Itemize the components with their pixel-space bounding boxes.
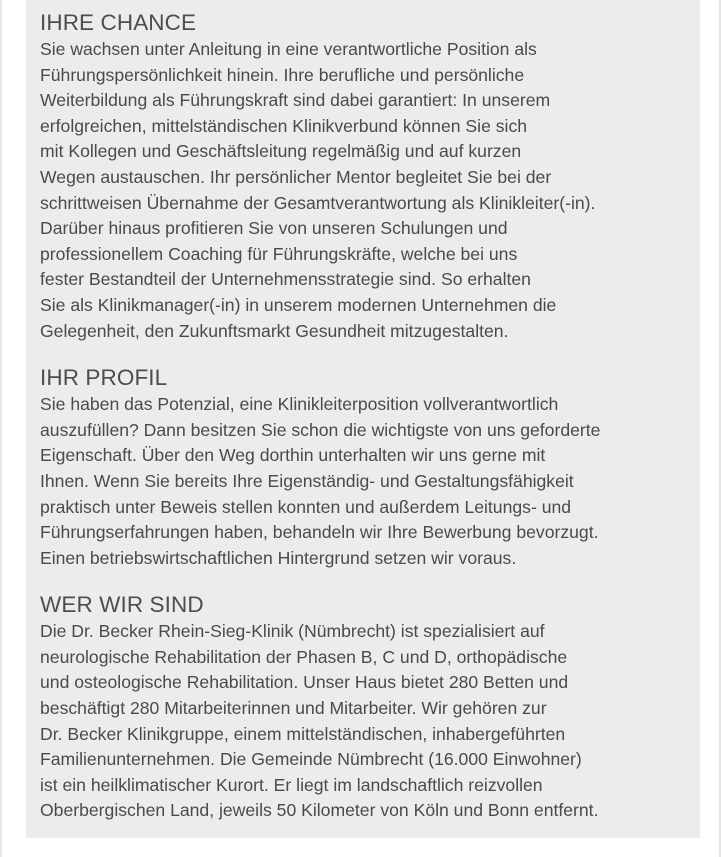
job-ad-panel (26, 0, 700, 838)
body-line: Gelegenheit, den Zukunftsmarkt Gesundheit mitzugestalten. (40, 320, 509, 341)
page-left-edge (0, 0, 2, 857)
body-line: auszufüllen? Dann besitzen Sie schon die wichtigste von uns geforderte (40, 419, 601, 440)
body-line: Die Dr. Becker Rhein-Sieg-Klinik (Nümbrecht) ist spezialisiert auf (40, 621, 545, 642)
section-body (40, 37, 700, 344)
body-line: Einen betriebswirtschaftlichen Hintergrund setzen wir voraus. (40, 547, 517, 568)
body-line: Dr. Becker Klinikgruppe, einem mittelständischen, inhabergeführten (40, 723, 566, 744)
body-line: Oberbergischen Land, jeweils 50 Kilometer von Köln und Bonn entfernt. (40, 800, 599, 821)
section-heading: WER WIR SIND (40, 592, 204, 618)
body-line: mit Kollegen und Geschäftsleitung regelmäßig und auf kurzen (40, 141, 522, 162)
section-wer-wir-sind (40, 590, 700, 824)
body-line: Sie haben das Potenzial, eine Klinikleiterposition vollverantwortlich (40, 394, 559, 415)
section-body (40, 619, 700, 824)
body-line: Eigenschaft. Über den Weg dorthin unterhalten wir uns gerne mit (40, 445, 546, 466)
section-heading: IHR PROFIL (40, 365, 168, 391)
body-line: neurologische Rehabilitation der Phasen B, C und D, orthopädische (40, 646, 568, 667)
section-ihre-chance (40, 8, 700, 344)
body-line: Sie wachsen unter Anleitung in eine verantwortliche Position als (40, 39, 537, 59)
body-line: Weiterbildung als Führungskraft sind dabei garantiert: In unserem (40, 90, 551, 111)
section-heading: IHRE CHANCE (40, 10, 197, 35)
body-line: Darüber hinaus profitieren Sie von unseren Schulungen und (40, 218, 508, 239)
body-line: Führungspersönlichkeit hinein. Ihre berufliche und persönliche (40, 64, 525, 85)
body-line: Ihnen. Wenn Sie bereits Ihre Eigenständig- und Gestaltungsfähigkeit (40, 470, 574, 491)
section-ihr-profil (40, 363, 700, 571)
body-line: erfolgreichen, mittelständischen Klinikverbund können Sie sich (40, 115, 528, 136)
body-line: professionellem Coaching für Führungskräfte, welche bei uns (40, 243, 518, 264)
section-body (40, 392, 700, 571)
body-line: beschäftigt 280 Mitarbeiterinnen und Mitarbeiter. Wir gehören zur (40, 698, 547, 719)
body-line: Wegen austauschen. Ihr persönlicher Mentor begleitet Sie bei der (40, 166, 552, 187)
body-line: praktisch unter Beweis stellen konnten und außerdem Leitungs- und (40, 496, 572, 517)
body-line: Sie als Klinikmanager(-in) in unserem modernen Unternehmen die (40, 294, 557, 315)
body-line: Familienunternehmen. Die Gemeinde Nümbrecht (16.000 Einwohner) (40, 749, 582, 770)
body-line: und osteologische Rehabilitation. Unser Haus bietet 280 Betten und (40, 672, 569, 693)
body-line: ist ein heilklimatischer Kurort. Er liegt im landschaftlich reizvollen (40, 774, 543, 795)
body-line: fester Bestandteil der Unternehmensstrategie sind. So erhalten (40, 269, 531, 290)
body-line: Führungserfahrungen haben, behandeln wir Ihre Bewerbung bevorzugt. (40, 522, 599, 543)
body-line: schrittweisen Übernahme der Gesamtverantwortung als Klinikleiter(-in). (40, 192, 596, 213)
